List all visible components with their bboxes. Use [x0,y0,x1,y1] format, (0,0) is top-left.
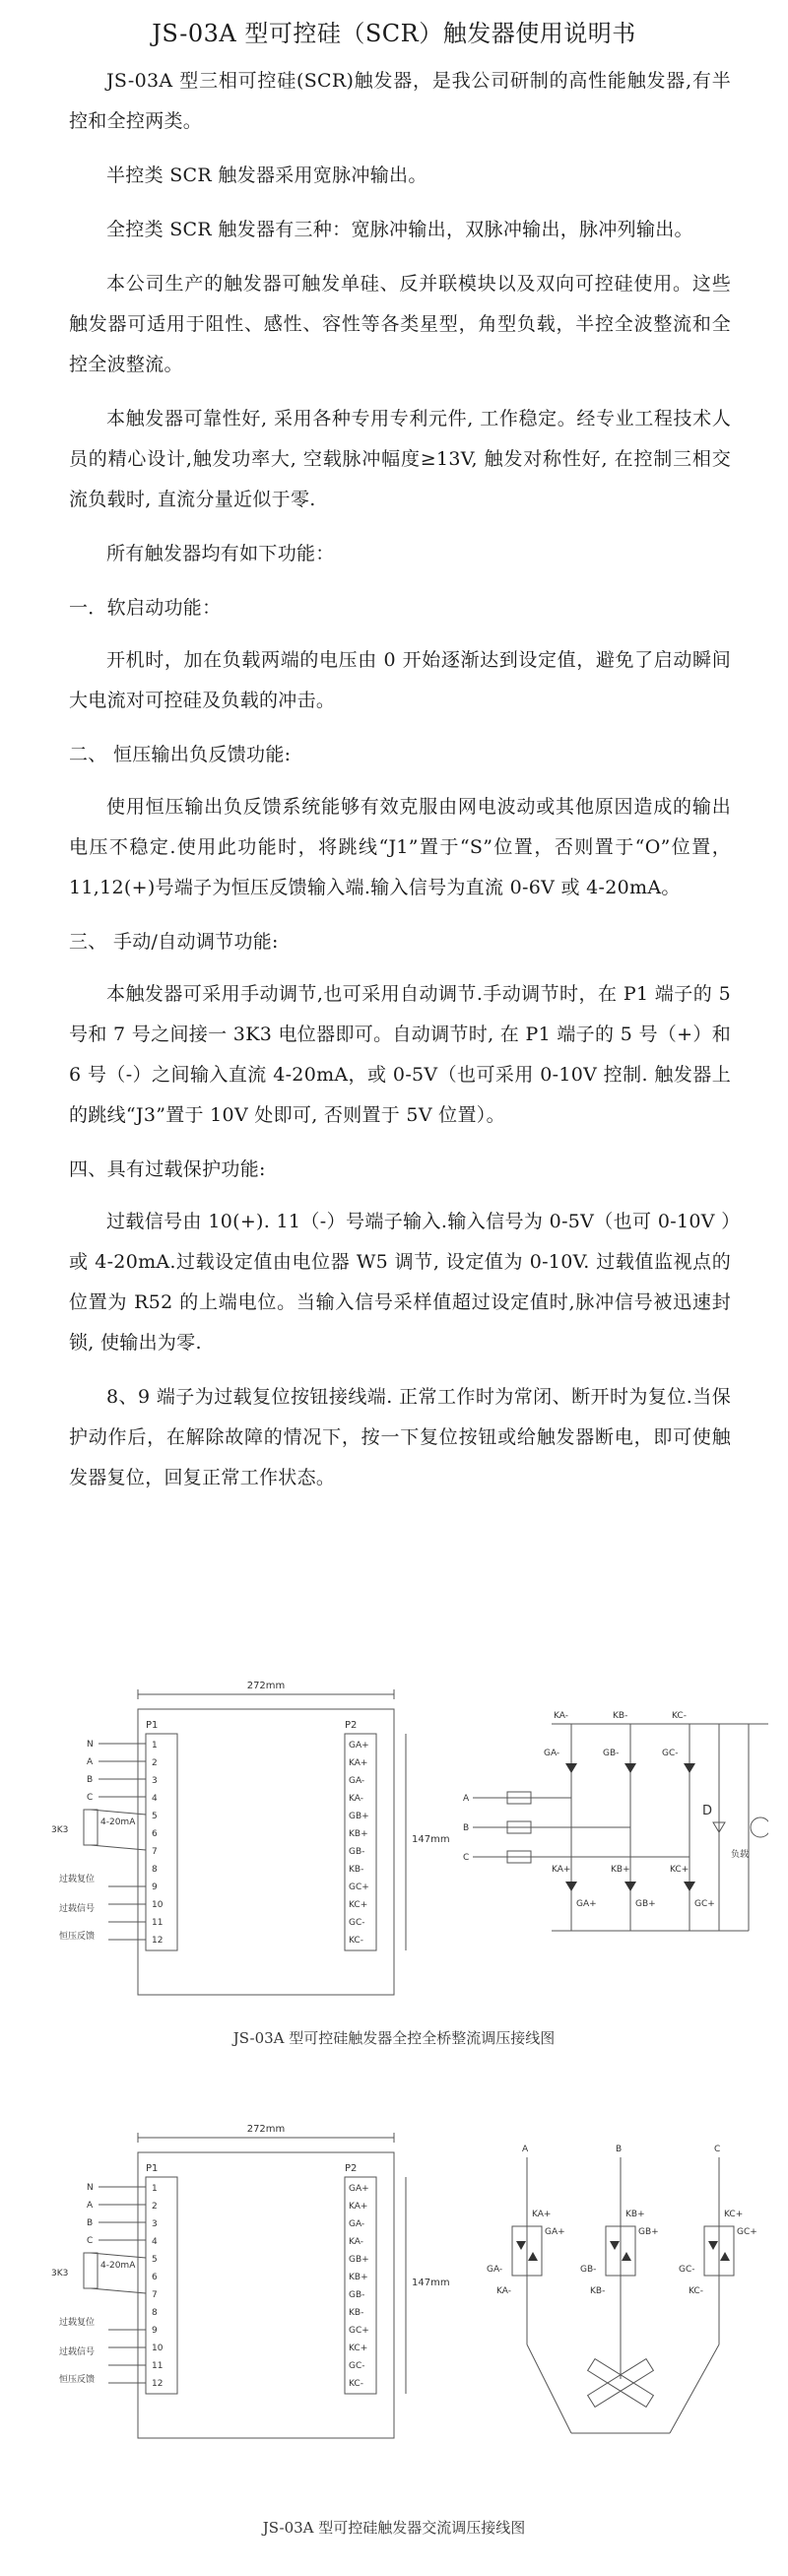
diagram2-scr-label: KC+ [724,2210,744,2219]
diagram2-scr-label: GB- [580,2265,597,2275]
diagram1-left-label: 4-20mA [100,1817,136,1827]
diagram2-p2-pin: KB- [349,2308,364,2318]
section-text-feedback: 使用恒压输出负反馈系统能够有效克服由网电波动或其他原因造成的输出电压不稳定.使用此功能时，将跳线“J1”置于“S”位置，否则置于“O”位置， 11,12(+)号端子为恒压反馈输入端.输入信号为直流 0-6V 或 4-20mA。 [69,796,731,898]
diagram1-p2-pin: GA+ [349,1741,369,1750]
section-text-manual-auto: 本触发器可采用手动调节,也可采用自动调节.手动调节时，在 P1 端子的 5 号和 7 号之间接一 3K3 电位器即可。自动调节时, 在 P1 端子的 5 号（+）和 6 号（-）之间输入直流 4-20mA，或 0-5V（也可采用 0-10V 控制. 触发器上的跳线“J3”置于 10V 处即可, 否则置于 5V 位置）。 [69,983,731,1126]
diagram1-p2-pin: KC+ [349,1900,368,1910]
diagram1-p1-pin: 12 [152,1936,164,1946]
section-text-reset: 8、9 端子为过载复位按钮接线端. 正常工作时为常闭、断开时为复位.当保护动作后，在解除故障的情况下，按一下复位按钮或给触发器断电，即可使触发器复位，回复正常工作状态。 [69,1386,731,1488]
diagram2-left-label: A [87,2201,94,2211]
diagram2-left-label: 3K3 [51,2269,69,2279]
diagram2-p2-pin: KB+ [349,2273,368,2282]
diagram2-scr-label: GA+ [545,2227,565,2237]
intro-paragraph-5: 本触发器可靠性好, 采用各种专用专利元件, 工作稳定。经专业工程技术人员的精心设计,触发功率大, 空载脉冲幅度≥13V, 触发对称性好, 在控制三相交流负载时, 直流分量近似于零. [69,408,731,510]
diagram1-p2-pin: GC- [349,1918,365,1928]
diagram2-scr-label: KB- [590,2286,606,2296]
manual-body [69,61,731,1512]
wiring-diagram-ac-regulation [30,2118,768,2502]
diagram2-p2-pins [349,2184,369,2389]
section-heading-feedback: 二、 恒压输出负反馈功能: [69,744,292,765]
diagram2-left-label: B [87,2218,94,2228]
diagram1-left-label: B [87,1775,94,1785]
diagram2-p1-pin: 3 [152,2219,158,2229]
diagram2-scr-label: KC- [689,2286,703,2296]
diagram1-p2-pin: GC+ [349,1882,369,1892]
diagram1-p1-label: P1 [146,1720,159,1731]
diagram2-p2-pin: GB+ [349,2255,369,2265]
diagram2-left-label: N [87,2183,94,2193]
diagram2-p1-pin: 1 [152,2184,158,2194]
document-title: JS-03A 型可控硅（SCR）触发器使用说明书 [152,20,636,47]
diagram1-p2-label: P2 [345,1720,358,1731]
diagram1-bridge-label: GB+ [635,1899,656,1909]
diagram1-bridge-label: GA- [544,1749,560,1758]
diagram1-left-label: C [87,1793,94,1803]
diagram2-p1-pin: 10 [152,2344,164,2353]
diagram1-p2-pins [349,1741,369,1946]
wiring-diagram-full-bridge [30,1675,768,2010]
diagram2-p2-pin: GC- [349,2361,365,2371]
diagram2-p1-pin: 4 [152,2237,158,2247]
diagram1-p1-pin: 2 [152,1758,158,1768]
diagram1-bridge-label: KA+ [552,1865,571,1875]
diagram1-left-label: A [87,1757,94,1767]
diagram2-p2-pin: GC+ [349,2326,369,2336]
diagram1-p1-pin: 3 [152,1776,158,1786]
diagram2-p1-pin: 11 [152,2361,164,2371]
diagram1-bridge-label: GA+ [576,1899,597,1909]
diagram2-left-label: 过载复位 [59,2318,96,2328]
diagram2-p1-pin: 5 [152,2255,158,2265]
diagram1-p2-pin: KB- [349,1865,364,1875]
intro-paragraph-6: 所有触发器均有如下功能： [106,543,335,564]
section-text-soft-start: 开机时，加在负载两端的电压由 0 开始逐渐达到设定值，避免了启动瞬间大电流对可控硅及负载的冲击。 [69,649,731,711]
diagram1-p1-pin: 11 [152,1918,164,1928]
diagram2-phase-label: C [714,2145,721,2154]
diagram1-bridge-label: GB- [603,1749,620,1758]
diagram2-p2-pin: GA+ [349,2184,369,2194]
intro-paragraph-4: 本公司生产的触发器可触发单硅、反并联模块以及双向可控硅使用。这些触发器可适用于阻性、感性、容性等各类星型，角型负载，半控全波整流和全控全波整流。 [69,273,731,375]
section-heading-manual-auto: 三、 手动/自动调节功能: [69,931,279,953]
diagram2-scr-label: KB+ [625,2210,645,2219]
diagram1-bridge-label: KB- [613,1711,628,1721]
diagram2-p1-pin: 6 [152,2273,158,2282]
diagram1-p2-pin: KA+ [349,1758,368,1768]
section-text-overload: 过载信号由 10(+). 11（-）号端子输入.输入信号为 0-5V（也可 0-10V ）或 4-20mA.过载设定值由电位器 W5 调节, 设定值为 0-10V. 过载值监视点的位置为 R52 的上端电位。当输入信号采样值超过设定值时,脉冲信号被迅速封锁, 使输出为零. [69,1211,731,1354]
diagram2-phase-labels [522,2145,720,2154]
diagram1-bridge-labels [463,1711,749,1909]
diagram2-p1-pins [152,2184,164,2389]
diagram2-p2-pin: KC- [349,2379,363,2389]
intro-paragraph-3: 全控类 SCR 触发器有三种：宽脉冲输出，双脉冲输出，脉冲列输出。 [106,219,693,240]
diagram2-phase-label: A [522,2145,529,2154]
diagram1-bridge-label: KB+ [611,1865,630,1875]
diagram2-left-label: 4-20mA [100,2261,136,2271]
diagram2-p2-label: P2 [345,2163,358,2174]
diagram1-p2-pin: KC- [349,1936,363,1946]
diagram1-p2-pin: KA- [349,1794,363,1804]
diagram1-left-label: 恒压反馈 [59,1932,96,1942]
section-heading-overload: 四、具有过载保护功能: [69,1158,266,1180]
diagram2-scr-label: GC+ [737,2227,757,2237]
diagram1-p1-pin: 10 [152,1900,164,1910]
section-heading-soft-start: 一．软启动功能： [69,597,222,619]
diagram1-bridge-label: KC+ [670,1865,690,1875]
diagram1-left-label: 过载信号 [59,1904,96,1914]
diagram1-left-label: N [87,1740,94,1750]
diagram1-bridge-label: B [463,1823,470,1833]
diagram1-p1-pin: 5 [152,1812,158,1821]
diagram1-caption: JS-03A 型可控硅触发器全控全桥整流调压接线图 [232,2029,556,2047]
diagram2-p1-pin: 2 [152,2202,158,2212]
diagram1-left-label: 过载复位 [59,1875,96,1884]
diagram2-p2-pin: KA+ [349,2202,368,2212]
intro-paragraph-2: 半控类 SCR 触发器采用宽脉冲输出。 [106,165,427,186]
diagram2-phase-label: B [616,2145,623,2154]
diagram2-p1-pin: 12 [152,2379,164,2389]
diagram1-p1-pin: 7 [152,1847,158,1857]
diagram1-height-label: 147mm [412,1834,450,1845]
diagram2-scr-label: KA- [496,2286,511,2296]
diagram2-left-label: 过载信号 [59,2347,96,2357]
diagram1-bridge-label: D [702,1804,713,1818]
diagram2-scr-label: GA- [487,2265,503,2275]
diagram2-p2-pin: KA- [349,2237,363,2247]
diagram2-width-label: 272mm [246,2124,286,2135]
diagram2-scr-label: GC- [679,2265,695,2275]
diagram1-bridge-label: GC- [662,1749,679,1758]
diagram2-left-labels [51,2183,136,2385]
diagram2-left-label: C [87,2236,94,2246]
diagram1-bridge-label: A [463,1794,470,1804]
diagram1-p1-pin: 9 [152,1882,158,1892]
diagram1-left-label: 3K3 [51,1825,69,1835]
diagram1-bridge-label: KA- [554,1711,568,1721]
diagram2-p2-pin: GA- [349,2219,365,2229]
diagram1-p1-pin: 4 [152,1794,158,1804]
diagram2-p2-pin: KC+ [349,2344,368,2353]
diagram2-left-label: 恒压反馈 [59,2375,96,2385]
diagram1-bridge-label: GC+ [694,1899,715,1909]
diagram1-p1-pin: 1 [152,1741,158,1750]
diagram1-p1-pin: 8 [152,1865,158,1875]
diagram1-p2-pin: GB+ [349,1812,369,1821]
diagram2-caption: JS-03A 型可控硅触发器交流调压接线图 [262,2519,526,2537]
diagram1-p2-pin: GB- [349,1847,365,1857]
diagram1-p2-pin: GA- [349,1776,365,1786]
diagram1-width-label: 272mm [246,1681,286,1691]
diagram2-p1-label: P1 [146,2163,159,2174]
diagram2-p1-pin: 9 [152,2326,158,2336]
diagram2-scr-label: GB+ [638,2227,659,2237]
diagram1-bridge-label: C [463,1853,470,1863]
diagram1-bridge-label: KC- [672,1711,687,1721]
diagram2-p1-pin: 8 [152,2308,158,2318]
diagram1-p1-pins [152,1741,164,1946]
diagram2-height-label: 147mm [412,2278,450,2288]
diagram1-bridge-label: 负载 [731,1850,750,1860]
diagram2-scr-label: KA+ [532,2210,552,2219]
diagram1-left-labels [51,1740,136,1942]
diagram2-p1-pin: 7 [152,2290,158,2300]
diagram1-p1-pin: 6 [152,1829,158,1839]
diagram2-p2-pin: GB- [349,2290,365,2300]
diagram1-p2-pin: KB+ [349,1829,368,1839]
intro-paragraph-1: JS-03A 型三相可控硅(SCR)触发器，是我公司研制的高性能触发器,有半控和全控两类。 [69,70,731,132]
